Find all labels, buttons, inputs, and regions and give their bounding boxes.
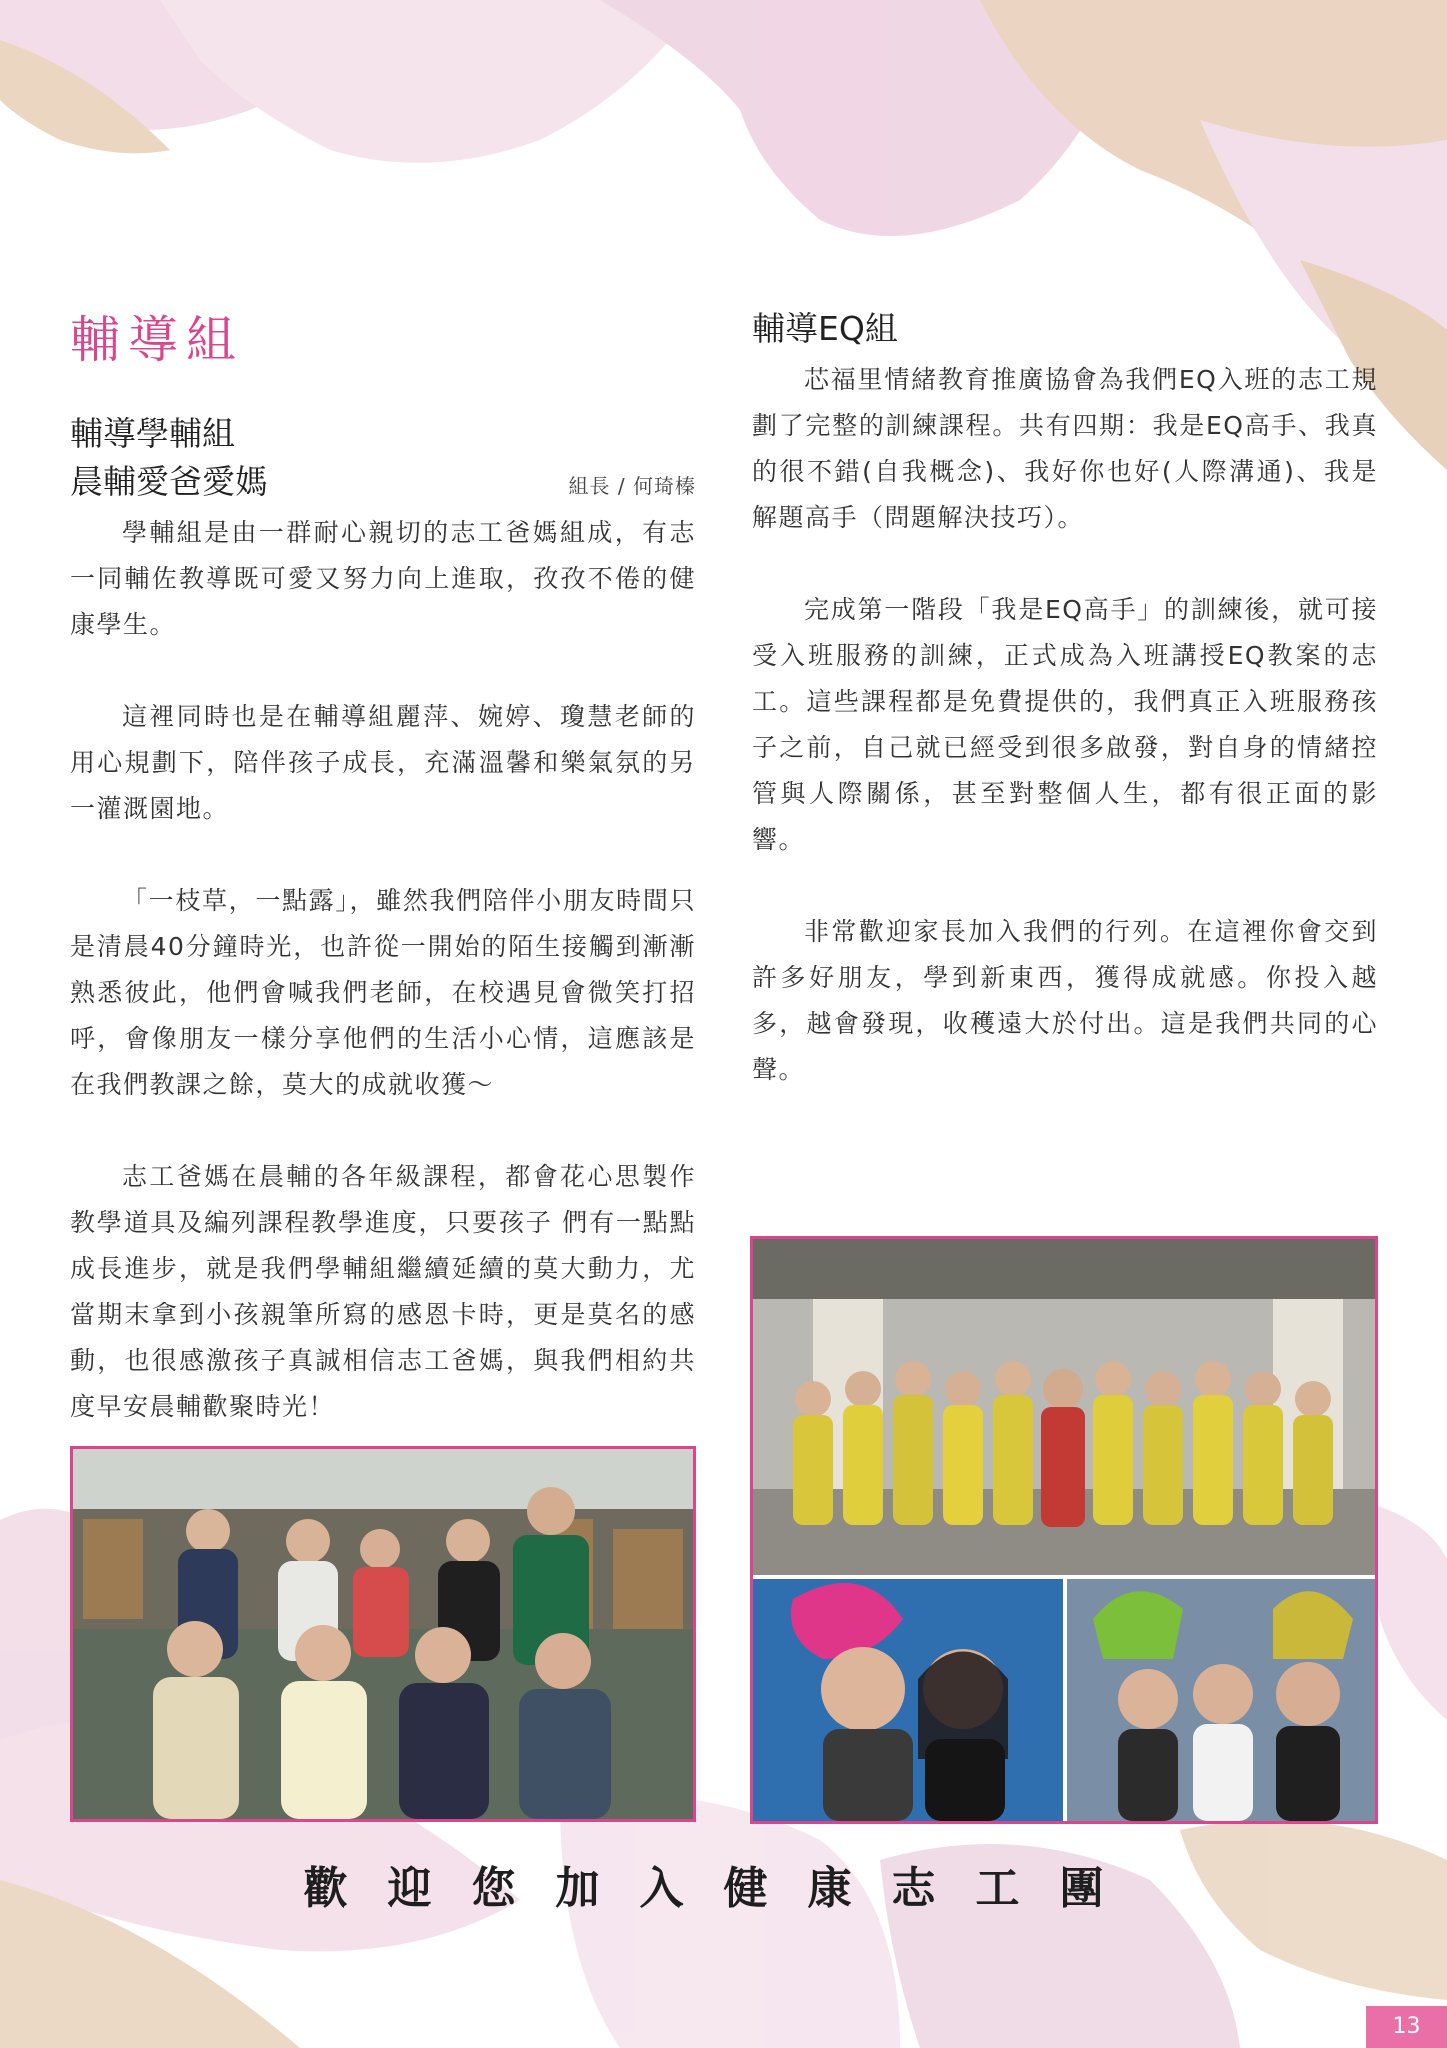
right-column xyxy=(752,305,1378,1139)
right-paragraph-2: 完成第一階段「我是EQ高手」的訓練後，就可接受入班服務的訓練，正式成為入班講授EQ教案的志工。這些課程都是免費提供的，我們真正入班服務孩子之前，自己就已經受到很多啟發，對自身的情緒控管與人際關係，甚至對整個人生，都有很正面的影響。 xyxy=(752,595,1378,854)
section-title: 輔導組 xyxy=(70,311,244,369)
group-photo-library xyxy=(70,1446,696,1822)
left-title-row xyxy=(70,458,696,510)
right-paragraph-3: 非常歡迎家長加入我們的行列。在這裡你會交到許多好朋友，學到新東西，獲得成就感。你投入越多，越會發現，收穫遠大於付出。這是我們共同的心聲。 xyxy=(752,917,1378,1084)
left-paragraph-4: 志工爸媽在晨輔的各年級課程，都會花心思製作教學道具及編列課程教學進度，只要孩子 們有一點點成長進步，就是我們學輔組繼續延續的莫大動力，尤當期末拿到小孩親筆所寫的感恩卡時，更是莫名的感動，也很感激孩子真誠相信志工爸媽，與我們相約共度早安晨輔歡聚時光！ xyxy=(70,1162,696,1421)
welcome-banner: 歡迎您加入健康志工團 xyxy=(303,1863,1144,1914)
left-paragraph-2: 這裡同時也是在輔導組麗萍、婉婷、瓊慧老師的用心規劃下，陪伴孩子成長，充滿溫馨和樂氣氛的另一灌溉園地。 xyxy=(70,702,696,823)
right-title: 輔導EQ組 xyxy=(752,309,898,348)
photo-collage-eq-volunteers xyxy=(750,1236,1378,1824)
left-paragraph-1: 學輔組是由一群耐心親切的志工爸媽組成，有志一同輔佐教導既可愛又努力向上進取，孜孜不倦的健康學生。 xyxy=(70,518,696,639)
left-paragraph-3: 「一枝草，一點露」，雖然我們陪伴小朋友時間只是清晨40分鐘時光，也許從一開始的陌生接觸到漸漸熟悉彼此，他們會喊我們老師，在校遇見會微笑打招呼，會像朋友一樣分享他們的生活小心情，這應該是在我們教課之餘，莫大的成就收獲～ xyxy=(70,886,696,1099)
page-number: 13 xyxy=(1366,2006,1447,2048)
right-paragraph-1: 芯福里情緒教育推廣協會為我們EQ入班的志工規劃了完整的訓練課程。共有四期：我是EQ高手、我真的很不錯(自我概念)、我好你也好(人際溝通)、我是解題高手（問題解決技巧）。 xyxy=(752,365,1378,532)
author-credit: 組長 / 何琦榛 xyxy=(568,474,696,498)
left-column xyxy=(70,410,696,1430)
left-title-2: 晨輔愛爸愛媽 xyxy=(70,462,268,501)
left-title-1: 輔導學輔組 xyxy=(70,414,235,453)
